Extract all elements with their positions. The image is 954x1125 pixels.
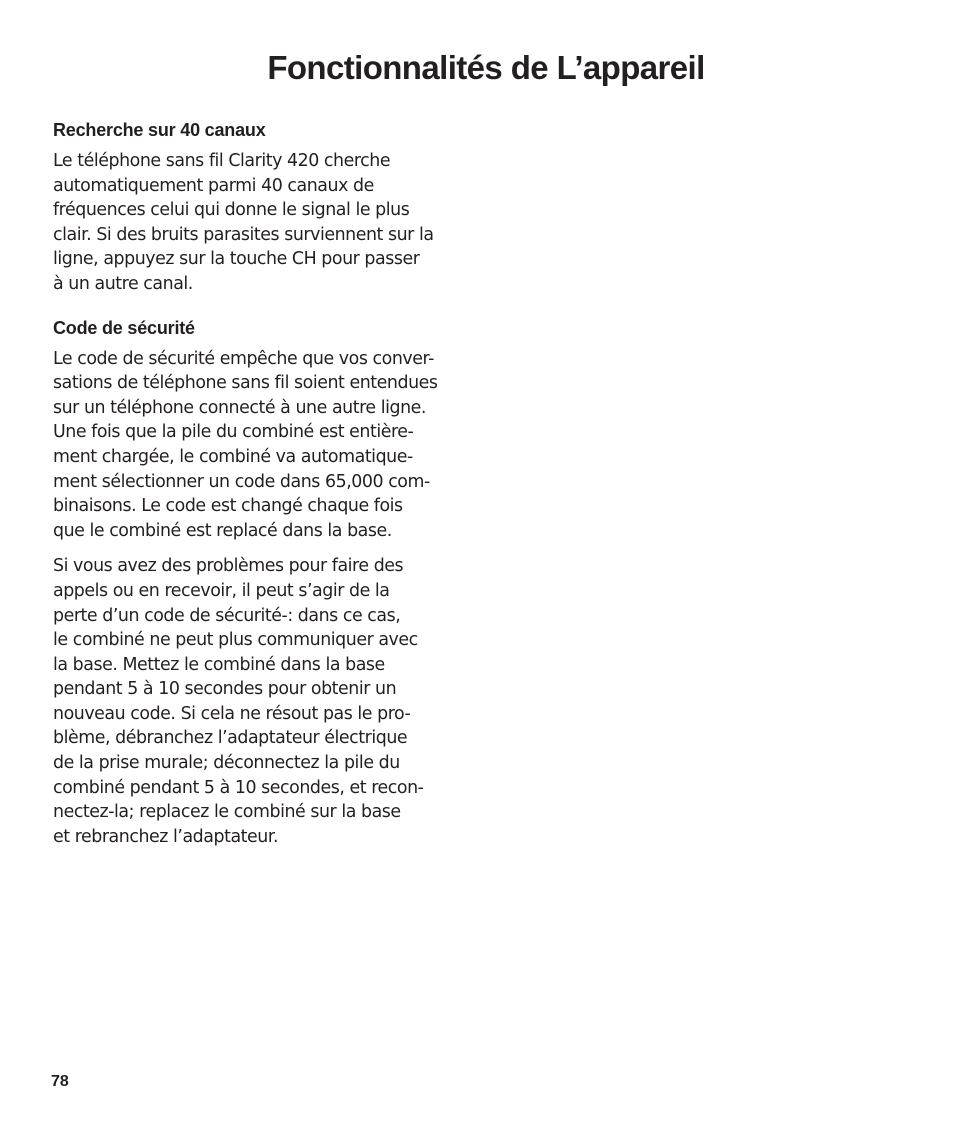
text-line: Le téléphone sans fil Clarity 420 cherche bbox=[53, 151, 391, 171]
content-column bbox=[53, 117, 473, 849]
section-spacer bbox=[53, 297, 473, 315]
text-line: que le combiné est replacé dans la base. bbox=[53, 520, 392, 541]
section-heading: Code de sécurité bbox=[53, 317, 195, 338]
text-line: le combiné ne peut plus communiquer avec bbox=[53, 630, 418, 651]
paragraph bbox=[53, 149, 473, 297]
section-heading: Recherche sur 40 canaux bbox=[53, 120, 266, 140]
page-title: Fonctionnalités de L’appareil bbox=[267, 49, 705, 86]
section-security-code bbox=[53, 315, 473, 850]
text-line: nectez-la; replacez le combiné sur la base bbox=[53, 802, 401, 823]
text-line: Le code de sécurité empêche que vos conver- bbox=[53, 348, 434, 369]
text-line: binaisons. Le code est changé chaque fois bbox=[53, 496, 403, 517]
section-channel-search bbox=[53, 117, 473, 297]
text-line: ment sélectionner un code dans 65,000 com- bbox=[53, 471, 430, 492]
text-line: sations de téléphone sans fil soient entendues bbox=[53, 373, 438, 394]
text-line: perte d’un code de sécurité-: dans ce cas, bbox=[53, 605, 401, 626]
text-line: de la prise murale; déconnectez la pile du bbox=[53, 753, 400, 774]
text-line: ligne, appuyez sur la touche CH pour passer bbox=[53, 249, 420, 270]
text-line: nouveau code. Si cela ne résout pas le pro- bbox=[53, 703, 411, 724]
text-line: automatiquement parmi 40 canaux de bbox=[53, 175, 374, 196]
paragraph bbox=[53, 347, 473, 544]
text-line: pendant 5 à 10 secondes pour obtenir un bbox=[53, 679, 397, 700]
text-line: sur un téléphone connecté à une autre ligne. bbox=[53, 397, 426, 418]
paragraph bbox=[53, 554, 473, 849]
text-line: Si vous avez des problèmes pour faire des bbox=[53, 556, 404, 577]
page-number: 78 bbox=[51, 1073, 69, 1090]
text-line: ment chargée, le combiné va automatique- bbox=[53, 446, 413, 467]
text-line: clair. Si des bruits parasites surviennent sur la bbox=[53, 224, 434, 245]
text-line: et rebranchez l’adaptateur. bbox=[53, 826, 279, 847]
text-line: fréquences celui qui donne le signal le plus bbox=[53, 200, 410, 221]
text-line: appels ou en recevoir, il peut s’agir de la bbox=[53, 580, 390, 601]
text-line: la base. Mettez le combiné dans la base bbox=[53, 654, 385, 675]
text-line: combiné pendant 5 à 10 secondes, et recon- bbox=[53, 777, 424, 798]
text-line: Une fois que la pile du combiné est entière- bbox=[53, 422, 414, 443]
paragraph-spacer bbox=[53, 543, 473, 554]
text-line: à un autre canal. bbox=[53, 273, 193, 294]
text-line: blème, débranchez l’adaptateur électrique bbox=[53, 728, 408, 749]
